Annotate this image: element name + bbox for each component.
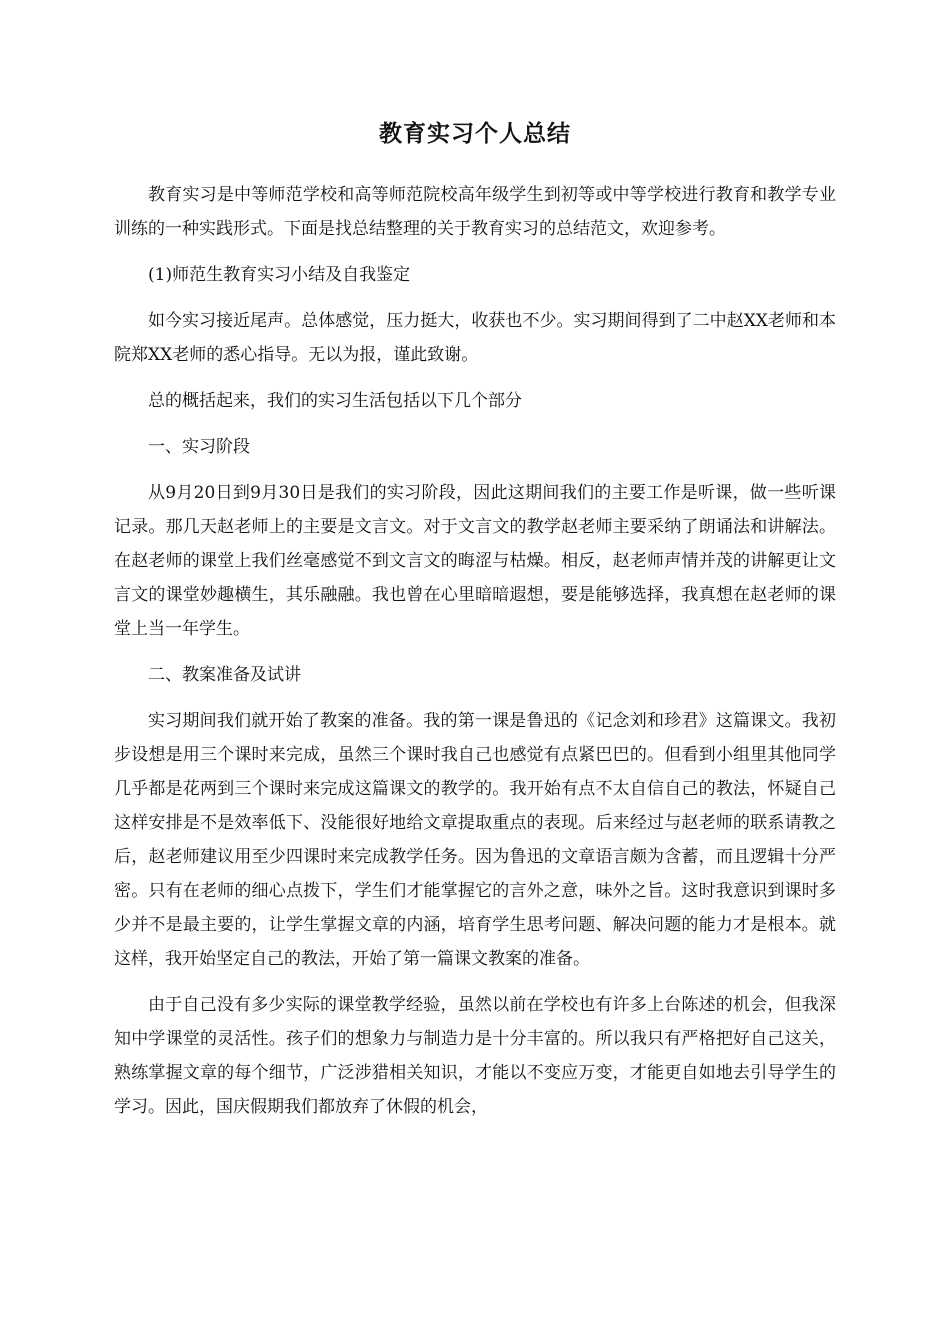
paragraph: 实习期间我们就开始了教案的准备。我的第一课是鲁迅的《记念刘和珍君》这篇课文。我初步设想是用三个课时来完成，虽然三个课时我自己也感觉有点紧巴巴的。但看到小组里其他同学几乎都是花两到三个课时来完成这篇课文的教学的。我开始有点不太自信自己的教法，怀疑自己这样安排是不是效率低下、没能很好地给文章提取重点的表现。后来经过与赵老师的联系请教之后，赵老师建议用至少四课时来完成教学任务。因为鲁迅的文章语言颇为含蓄，而且逻辑十分严密。只有在老师的细心点拨下，学生们才能掌握它的言外之意，味外之旨。这时我意识到课时多少并不是最主要的，让学生掌握文章的内涵，培育学生思考问题、解决问题的能力才是根本。就这样，我开始坚定自己的教法，开始了第一篇课文教案的准备。 xyxy=(114,711,836,969)
paragraph-section-heading: (1)师范生教育实习小结及自我鉴定 xyxy=(148,265,411,285)
document-title: 教育实习个人总结 xyxy=(379,121,571,147)
paragraph: 由于自己没有多少实际的课堂教学经验，虽然以前在学校也有许多上台陈述的机会，但我深知中学课堂的灵活性。孩子们的想象力与制造力是十分丰富的。所以我只有严格把好自己这关，熟练掌握文章的每个细节，广泛涉猎相关知识，才能以不变应万变，才能更自如地去引导学生的学习。因此，国庆假期我们都放弃了休假的机会， xyxy=(114,995,836,1117)
paragraph: 从9月20日到9月30日是我们的实习阶段，因此这期间我们的主要工作是听课，做一些听课记录。那几天赵老师上的主要是文言文。对于文言文的教学赵老师主要采纳了朗诵法和讲解法。在赵老师的课堂上我们丝毫感觉不到文言文的晦涩与枯燥。相反，赵老师声情并茂的讲解更让文言文的课堂妙趣横生，其乐融融。我也曾在心里暗暗遐想，要是能够选择，我真想在赵老师的课堂上当一年学生。 xyxy=(114,483,836,639)
paragraph: 如今实习接近尾声。总体感觉，压力挺大，收获也不少。实习期间得到了二中赵XX老师和本院郑XX老师的悉心指导。无以为报，谨此致谢。 xyxy=(114,311,836,365)
paragraph-intro: 教育实习是中等师范学校和高等师范院校高年级学生到初等或中等学校进行教育和教学专业训练的一种实践形式。下面是找总结整理的关于教育实习的总结范文，欢迎参考。 xyxy=(114,185,836,239)
paragraph-heading-lesson-prep: 二、教案准备及试讲 xyxy=(148,665,301,685)
paragraph-heading-internship-stage: 一、实习阶段 xyxy=(148,437,250,457)
paragraph: 总的概括起来，我们的实习生活包括以下几个部分 xyxy=(148,391,522,411)
document-page xyxy=(114,0,836,1124)
